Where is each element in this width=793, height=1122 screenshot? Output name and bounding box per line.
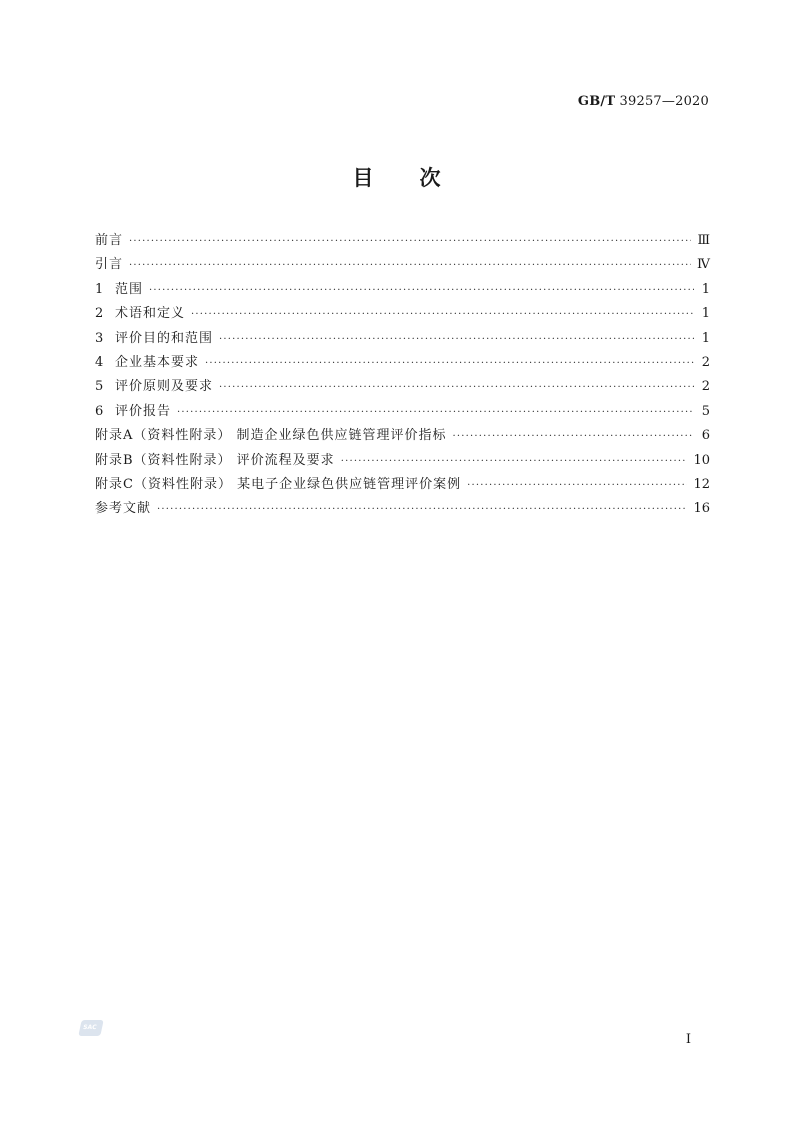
standard-prefix: GB/T — [577, 94, 616, 109]
toc-entry-label: 范围 — [115, 281, 144, 297]
toc-page-number: 10 — [693, 452, 710, 468]
leader-dots — [129, 236, 691, 247]
watermark-text: SAC — [82, 1024, 98, 1031]
toc-section-number: 1 — [95, 281, 104, 297]
toc-entry-label: 附录B（资料性附录） 评价流程及要求 — [95, 452, 335, 468]
toc-entry-appendix-b[interactable] — [95, 449, 710, 473]
toc-page-number: 2 — [701, 354, 710, 370]
leader-dots — [205, 358, 694, 369]
toc-page-number: 1 — [701, 306, 710, 322]
toc-page-number: 1 — [701, 281, 710, 297]
toc-entry-section-2[interactable] — [95, 302, 710, 326]
standard-code: 39257—2020 — [615, 94, 709, 109]
leader-dots — [219, 334, 694, 345]
leader-dots — [453, 431, 694, 442]
toc-entry-label: 前言 — [95, 233, 124, 248]
toc-page-number: 5 — [701, 403, 710, 419]
toc-page-number: 1 — [701, 330, 710, 346]
toc-page-number: 12 — [693, 476, 710, 492]
toc-section-number: 5 — [95, 379, 104, 395]
toc-page-number: Ⅳ — [697, 257, 710, 273]
toc-entry-foreword[interactable] — [95, 229, 710, 253]
toc-entry-references[interactable] — [95, 497, 710, 521]
toc-entry-section-4[interactable] — [95, 351, 710, 375]
leader-dots — [219, 382, 694, 393]
toc-entry-section-5[interactable] — [95, 375, 710, 399]
leader-dots — [191, 309, 694, 320]
toc-entry-section-3[interactable] — [95, 327, 710, 351]
toc-entry-appendix-c[interactable] — [95, 473, 710, 497]
toc-entry-label: 评价原则及要求 — [115, 379, 214, 395]
page-number: Ⅰ — [685, 1032, 691, 1047]
toc-section-number: 2 — [95, 306, 104, 322]
toc-entry-label: 术语和定义 — [115, 306, 186, 322]
standard-number — [578, 94, 709, 109]
toc-entry-label: 附录C（资料性附录） 某电子企业绿色供应链管理评价案例 — [95, 476, 462, 492]
toc-page-number: 16 — [693, 501, 710, 517]
leader-dots — [177, 407, 694, 418]
toc-section-number: 4 — [95, 354, 104, 370]
toc-entry-section-1[interactable] — [95, 278, 710, 302]
toc-entry-label: 附录A（资料性附录） 制造企业绿色供应链管理评价指标 — [95, 428, 447, 444]
toc-entry-label: 评价目的和范围 — [115, 330, 214, 346]
toc-entry-label: 参考文献 — [95, 501, 152, 517]
toc-page-number: 6 — [701, 428, 710, 444]
toc-page-number: Ⅲ — [697, 233, 710, 248]
leader-dots — [149, 285, 694, 296]
toc-entry-label: 引言 — [95, 257, 124, 273]
leader-dots — [467, 480, 687, 491]
toc-entry-appendix-a[interactable] — [95, 424, 710, 448]
toc-entry-section-6[interactable] — [95, 400, 710, 424]
leader-dots — [129, 260, 691, 271]
page-title: 目次 — [352, 165, 487, 190]
toc-section-number: 3 — [95, 330, 104, 346]
toc-entry-label: 评价报告 — [115, 403, 172, 419]
toc-entry-label: 企业基本要求 — [115, 354, 200, 370]
leader-dots — [341, 456, 688, 467]
toc-page-number: 2 — [701, 379, 710, 395]
leader-dots — [157, 504, 687, 515]
toc-entry-introduction[interactable] — [95, 253, 710, 277]
sac-watermark-logo — [78, 1020, 103, 1036]
table-of-contents — [95, 229, 710, 522]
toc-section-number: 6 — [95, 403, 104, 419]
